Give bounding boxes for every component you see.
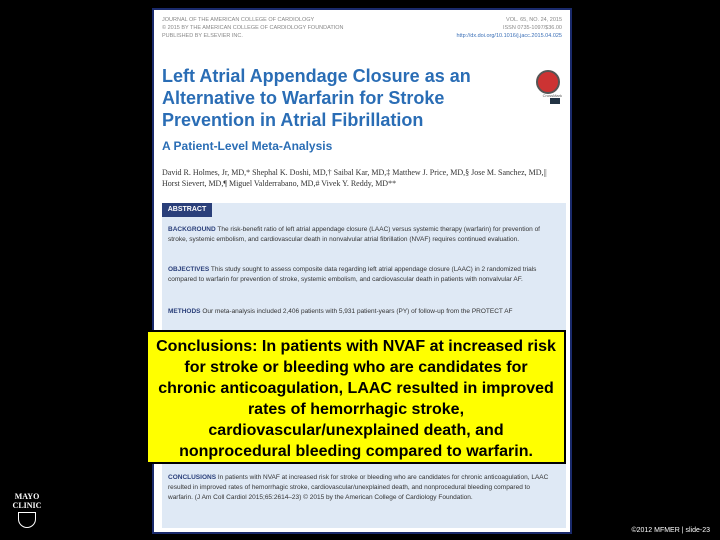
journal-volume: VOL. 65, NO. 24, 2015 <box>506 17 562 23</box>
logo-line-1: MAYO <box>14 492 40 501</box>
abstract-objectives <box>168 265 556 285</box>
article-subtitle: A Patient-Level Meta-Analysis <box>162 139 333 153</box>
objectives-text: This study sought to assess composite data regarding left atrial appendage closure (LAAC) in 2 randomized trials compared to warfarin for prevention of stroke, systemic embolism, and cardiovascular death in patients with nonvalvular AF. <box>168 266 537 283</box>
journal-issn: ISSN 0735-1097/$36.00 <box>502 25 562 31</box>
author-list: David R. Holmes, Jr, MD,* Shephal K. Doshi, MD,† Saibal Kar, MD,‡ Matthew J. Price, MD,§ Jose M. Sanchez, MD,|| Horst Sievert, MD,¶ Miguel Valderrabano, MD,# Vivek Y. Reddy, MD** <box>162 168 547 188</box>
conclusions-heading: CONCLUSIONS <box>168 474 217 481</box>
crossmark-label: CrossMark <box>542 93 562 98</box>
background-text: The risk-benefit ratio of left atrial appendage closure (LAAC) versus systemic therapy (warfarin) for prevention of stroke, systemic embolism, and cardiovascular death in nonvalvular atrial fibrillation (NVAF) requires continued evaluation. <box>168 226 540 243</box>
shield-icon <box>18 512 36 528</box>
methods-heading: METHODS <box>168 308 201 315</box>
journal-header <box>162 16 562 56</box>
article-title: Left Atrial Appendage Closure as an Alternative to Warfarin for Stroke Prevention in Atrial Fibrillation <box>162 66 471 130</box>
methods-text: Our meta-analysis included 2,406 patients with 5,931 patient-years (PY) of follow-up from the PROTECT AF <box>202 308 513 315</box>
journal-copyright: © 2015 BY THE AMERICAN COLLEGE OF CARDIOLOGY FOUNDATION <box>162 25 344 31</box>
mayo-clinic-logo <box>10 492 44 528</box>
conclusions-callout: Conclusions: In patients with NVAF at increased risk for stroke or bleeding who are candidates for chronic anticoagulation, LAAC resulted in improved rates of hemorrhagic stroke, cardiovascular/unexplained death, and nonprocedural bleeding compared to warfarin. <box>146 330 566 464</box>
journal-name: JOURNAL OF THE AMERICAN COLLEGE OF CARDIOLOGY <box>162 17 315 23</box>
slide-footer: ©2012 MFMER | slide-23 <box>631 527 710 534</box>
conclusions-text: In patients with NVAF at increased risk for stroke or bleeding who are candidates for chronic anticoagulation, LAAC resulted in improved rates of hemorrhagic stroke, cardiovascular/unexplained death, and nonprocedural bleeding compared to warfarin. (J Am Coll Cardiol 2015;65:2614–23) © 2015 by the American College of Cardiology Foundation. <box>168 474 549 501</box>
background-heading: BACKGROUND <box>168 226 216 233</box>
abstract-background <box>168 225 556 245</box>
journal-doi-link[interactable]: http://dx.doi.org/10.1016/j.jacc.2015.04.025 <box>456 33 562 39</box>
journal-publisher: PUBLISHED BY ELSEVIER INC. <box>162 33 243 39</box>
badge-icon <box>550 98 560 104</box>
objectives-heading: OBJECTIVES <box>168 266 210 273</box>
abstract-conclusions <box>168 473 556 503</box>
crossmark-icon[interactable] <box>536 70 560 94</box>
abstract-tab: ABSTRACT <box>162 203 212 217</box>
abstract-methods <box>168 307 556 317</box>
logo-line-2: CLINIC <box>12 501 42 510</box>
